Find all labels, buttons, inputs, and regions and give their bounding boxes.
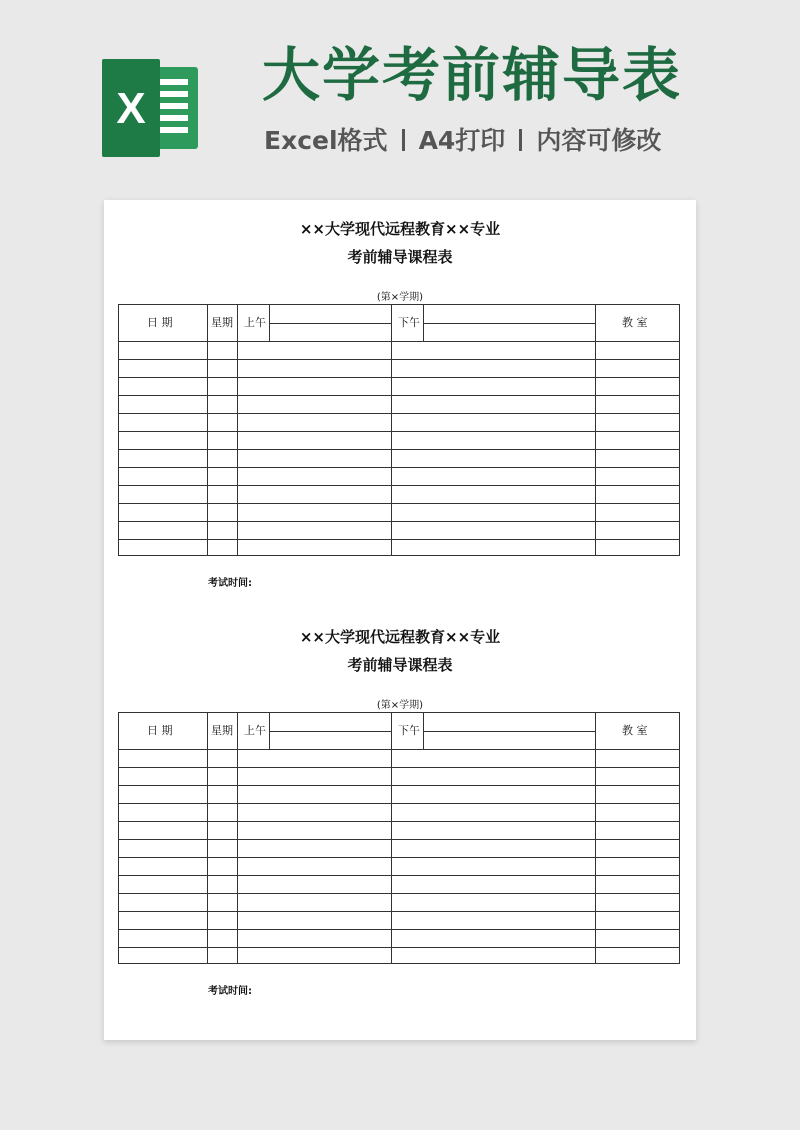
- header-afternoon: 下午: [398, 724, 420, 737]
- header-weekday: 星期: [211, 316, 233, 329]
- semester-label: (第×学期): [376, 292, 424, 303]
- hero-banner: [0, 0, 800, 200]
- header-date: 日 期: [147, 724, 173, 737]
- header-mid-line: [423, 731, 595, 732]
- header-mid-line: [423, 323, 595, 324]
- semester-label: (第×学期): [376, 700, 424, 711]
- sheet-title-line1: ××大学现代远程教育××专业: [299, 628, 501, 646]
- exam-time-label: 考试时间:: [208, 986, 252, 997]
- column-divider: [237, 305, 238, 555]
- sheet-title-line1: ××大学现代远程教育××专业: [299, 220, 501, 238]
- sheet-title-line2: 考前辅导课程表: [347, 656, 453, 674]
- header-morning: 上午: [244, 724, 266, 737]
- exam-time-label: 考试时间:: [208, 578, 252, 589]
- feature-tag: 内容可修改: [536, 126, 662, 155]
- feature-tag: Excel格式: [264, 126, 388, 155]
- header-afternoon: 下午: [398, 316, 420, 329]
- schedule-sheet: [104, 608, 696, 1008]
- column-divider: [391, 305, 392, 555]
- document-paper: [104, 200, 696, 1040]
- feature-tags: [264, 128, 661, 153]
- column-divider: [207, 713, 208, 963]
- divider: [402, 129, 405, 151]
- header-mid-line: [269, 323, 391, 324]
- sheet-title-line2: 考前辅导课程表: [347, 248, 453, 266]
- excel-logo-icon: [100, 57, 202, 159]
- feature-tag: A4打印: [418, 126, 506, 155]
- schedule-table: [118, 304, 680, 556]
- header-weekday: 星期: [211, 724, 233, 737]
- page-title: 大学考前辅导表: [262, 41, 683, 109]
- schedule-table: [118, 712, 680, 964]
- header-classroom: 教 室: [622, 724, 648, 737]
- column-divider: [207, 305, 208, 555]
- column-divider: [391, 713, 392, 963]
- column-divider: [595, 305, 596, 555]
- header-mid-line: [269, 731, 391, 732]
- column-divider: [595, 713, 596, 963]
- header-classroom: 教 室: [622, 316, 648, 329]
- logo-letter: X: [116, 84, 146, 133]
- column-divider: [237, 713, 238, 963]
- header-morning: 上午: [244, 316, 266, 329]
- divider: [519, 129, 522, 151]
- header-date: 日 期: [147, 316, 173, 329]
- schedule-sheet: [104, 200, 696, 600]
